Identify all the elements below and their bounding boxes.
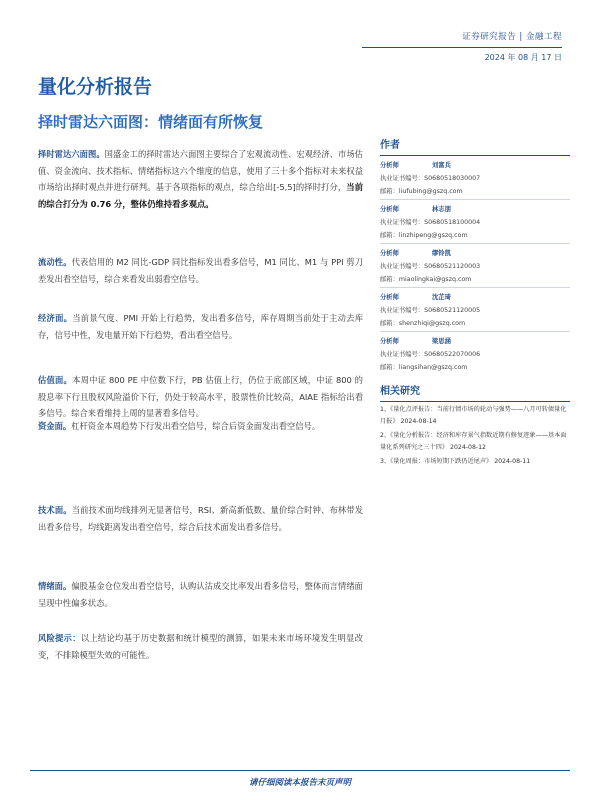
- author-role: 分析师: [380, 162, 399, 169]
- paragraph-technical: [38, 502, 363, 535]
- author-email[interactable]: shenzhiqi@gszq.com: [398, 320, 466, 327]
- author-name: 林志朋: [432, 206, 451, 213]
- header-divider: [362, 47, 562, 48]
- related-heading: 相关研究: [380, 382, 570, 402]
- paragraph-timing-radar: [38, 146, 363, 212]
- related-date: 2024-08-11: [494, 458, 531, 465]
- author-email[interactable]: linzhipeng@gszq.com: [398, 232, 468, 239]
- report-category: 证券研究报告 | 金融工程: [462, 32, 562, 42]
- related-date: 2024-08-14: [400, 418, 437, 425]
- author-email[interactable]: liufubing@gszq.com: [398, 188, 463, 195]
- paragraph-lead: 流动性。: [38, 257, 72, 267]
- paragraph-sentiment: [38, 578, 363, 611]
- author-card: 分析师 梁思涵 执业证书编号：S0680522070006 邮箱：liangsihan@gszq.com: [380, 335, 570, 374]
- related-title: 1、《量化点评报告：当前行情市场的轮动与强势——八月可转债量化月报》: [380, 406, 567, 425]
- author-divider: [380, 287, 570, 288]
- author-card: 分析师 刘富兵 执业证书编号：S0680518030007 邮箱：liufubing@gszq.com: [380, 159, 570, 198]
- footer-disclaimer: 请仔细阅读本报告末页声明: [248, 778, 351, 788]
- author-email[interactable]: miaolingkai@gszq.com: [398, 276, 472, 283]
- author-divider: [380, 199, 570, 200]
- author-name: 梁思涵: [432, 338, 451, 345]
- author-name: 沈芷琦: [432, 294, 451, 301]
- related-research: [380, 382, 570, 468]
- authors-heading: 作者: [380, 136, 570, 156]
- paragraph-text: 代表信用的 M2 同比-GDP 同比指标发出看多信号，M1 同比、M1 与 PPI 剪刀差发出看空信号，综合来看发出弱看空信号。: [38, 257, 363, 284]
- report-subtitle: 择时雷达六面图：情绪面有所恢复: [38, 113, 264, 131]
- paragraph-risk-warning: [38, 630, 363, 663]
- author-license: S0680518030007: [424, 175, 481, 182]
- author-name: 缪铃凯: [432, 250, 451, 257]
- paragraph-text: 杠杆资金本周趋势下行发出看空信号，综合后资金面发出看空信号。: [71, 421, 321, 431]
- related-item[interactable]: [380, 430, 570, 454]
- paragraph-economy: [38, 310, 363, 343]
- paragraph-text: 国盛金工的择时雷达六面图主要综合了宏观流动性、宏观经济、市场估值、资金流向、技术指标、情绪指标这六个维度的信息，使用了三十多个指标对未来权益市场给出择时观点并进行研判。基于各项指标的观点，综合给出[-5,5]的择时打分，: [38, 149, 363, 193]
- author-role: 分析师: [380, 206, 399, 213]
- author-role: 分析师: [380, 294, 399, 301]
- author-email[interactable]: liangsihan@gszq.com: [398, 364, 468, 371]
- paragraph-lead: 择时雷达六面图。: [38, 149, 105, 159]
- author-license: S0680521120005: [424, 307, 481, 314]
- author-license: S0680521120003: [424, 263, 481, 270]
- paragraph-capital-flow: [38, 418, 363, 435]
- author-card: 分析师 沈芷琦 执业证书编号：S0680521120005 邮箱：shenzhiqi@gszq.com: [380, 291, 570, 330]
- paragraph-text: 当前景气度、PMI 开始上行趋势，发出看多信号，库存周期当前处于主动去库存，信号中性，发电量开始下行趋势，看出看空信号。: [38, 313, 363, 340]
- author-name: 刘富兵: [432, 162, 451, 169]
- author-card: 分析师 林志朋 执业证书编号：S0680518100004 邮箱：linzhipeng@gszq.com: [380, 203, 570, 242]
- paragraph-emphasis: 当前的综合打分为 0.76 分，整体仍维持看多观点。: [38, 182, 363, 209]
- footer-divider: [30, 770, 570, 771]
- paragraph-lead: 经济面。: [38, 313, 73, 323]
- author-divider: [380, 243, 570, 244]
- sidebar: [380, 136, 570, 468]
- report-header: [362, 30, 562, 63]
- paragraph-text: 偏股基金仓位发出看空信号，认购认沽成交比率发出看多信号，整体而言情绪面呈现中性偏多状态。: [38, 581, 363, 608]
- report-date: 2024 年 08 月 17 日: [484, 53, 562, 62]
- related-title: 2、《量化分析报告：经济和库存景气指数近期有修复迹象——基本面量化系列研究之三十四》: [380, 432, 567, 451]
- author-divider: [380, 331, 570, 332]
- paragraph-text: 当前技术面均线排列无显著信号，RSI、新高新低数、量价综合时钟、布林带发出看多信号，均线距离发出看空信号，综合后技术面发出看多信号。: [38, 505, 363, 532]
- author-license: S0680518100004: [424, 219, 481, 226]
- paragraph-valuation: [38, 372, 363, 422]
- author-card: 分析师 缪铃凯 执业证书编号：S0680521120003 邮箱：miaolingkai@gszq.com: [380, 247, 570, 286]
- author-license: S0680522070006: [424, 351, 481, 358]
- paragraph-text: 以上结论均基于历史数据和统计模型的测算，如果未来市场环境发生明显改变，不排除模型失效的可能性。: [38, 633, 363, 660]
- author-role: 分析师: [380, 250, 399, 257]
- paragraph-text: 本周中证 800 PE 中位数下行，PB 估值上行，仍位于底部区域，中证 800 的股息率下行且股权风险溢价下行，仍处于较高水平，股票性价比较高，AIAE 指标给出看多信号。综合来看维持上周的显著看多信号。: [38, 375, 363, 419]
- related-title: 3、《量化周报：市场短期下跌仍近尾声》: [380, 458, 493, 465]
- paragraph-lead: 估值面。: [38, 375, 73, 385]
- related-item[interactable]: [380, 456, 570, 468]
- paragraph-lead: 情绪面。: [38, 581, 72, 591]
- paragraph-lead: 风险提示：: [38, 633, 81, 643]
- related-item[interactable]: [380, 404, 570, 428]
- paragraph-liquidity: [38, 254, 363, 287]
- related-date: 2024-08-12: [450, 444, 486, 451]
- paragraph-lead: 技术面。: [38, 505, 72, 515]
- report-title: 量化分析报告: [38, 76, 153, 98]
- author-role: 分析师: [380, 338, 399, 345]
- paragraph-lead: 资金面。: [38, 421, 72, 431]
